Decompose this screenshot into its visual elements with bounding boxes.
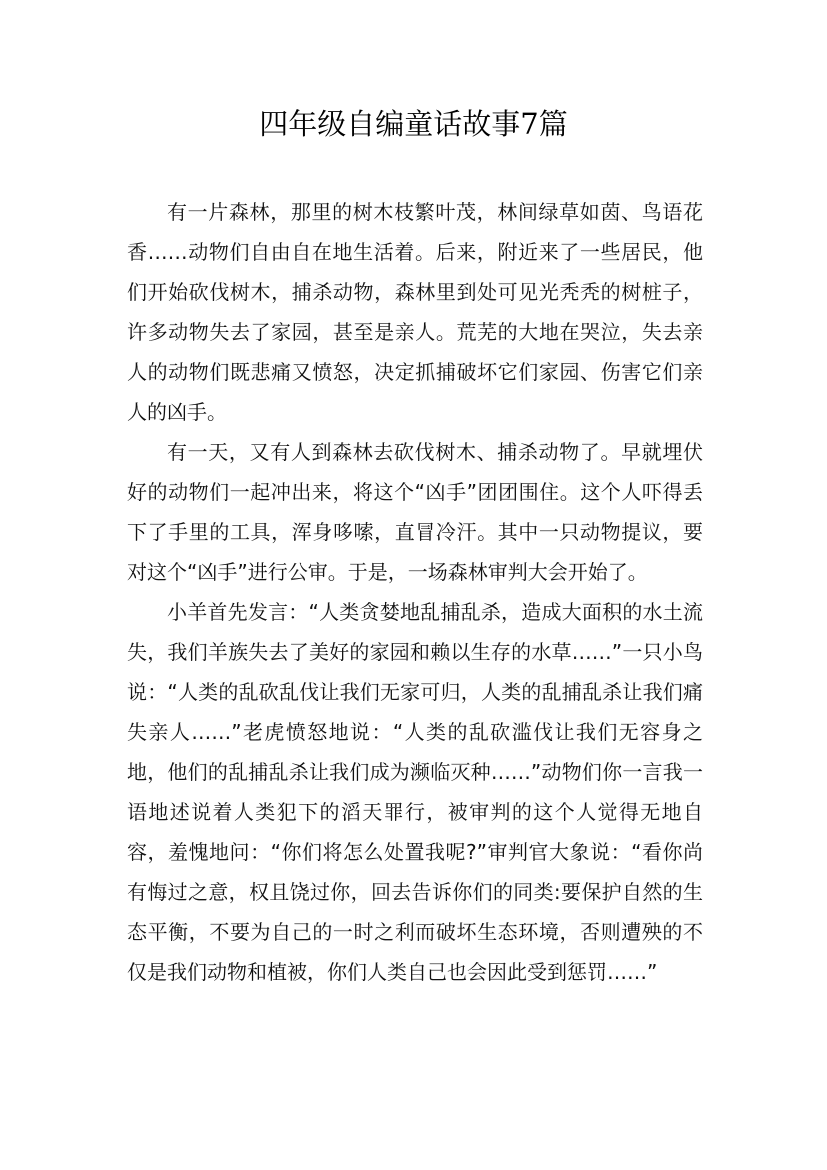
paragraph-2: 有一天，又有人到森林去砍伐树木、捕杀动物了。早就埋伏好的动物们一起冲出来，将这个“凶手”团团围住。这个人吓得丢下了手里的工具，浑身哆嗦，直冒冷汗。其中一只动物提议，要对这个“凶手”进行公审。于是，一场森林审判大会开始了。	[127, 440, 703, 584]
document-body	[127, 192, 703, 992]
document-title: 四年级自编童话故事7篇	[259, 107, 568, 141]
paragraph-3: 小羊首先发言：“人类贪婪地乱捕乱杀，造成大面积的水土流失，我们羊族失去了美好的家园和赖以生存的水草……”一只小鸟说：“人类的乱砍乱伐让我们无家可归，人类的乱捕乱杀让我们痛失亲人……”老虎愤怒地说：“人类的乱砍滥伐让我们无容身之地，他们的乱捕乱杀让我们成为濒临灭种……”动物们你一言我一语地述说着人类犯下的滔天罪行，被审判的这个人觉得无地自容，羞愧地问：“你们将怎么处置我呢?”审判官大象说：“看你尚有悔过之意，权且饶过你，回去告诉你们的同类:要保护自然的生态平衡，不要为自己的一时之利而破坏生态环境，否则遭殃的不仅是我们动物和植被，你们人类自己也会因此受到惩罚……”	[127, 600, 703, 984]
paragraph-1: 有一片森林，那里的树木枝繁叶茂，林间绿草如茵、鸟语花香……动物们自由自在地生活着。后来，附近来了一些居民，他们开始砍伐树木，捕杀动物，森林里到处可见光秃秃的树桩子，许多动物失去了家园，甚至是亲人。荒芜的大地在哭泣，失去亲人的动物们既悲痛又愤怒，决定抓捕破坏它们家园、伤害它们亲人的凶手。	[127, 200, 703, 424]
